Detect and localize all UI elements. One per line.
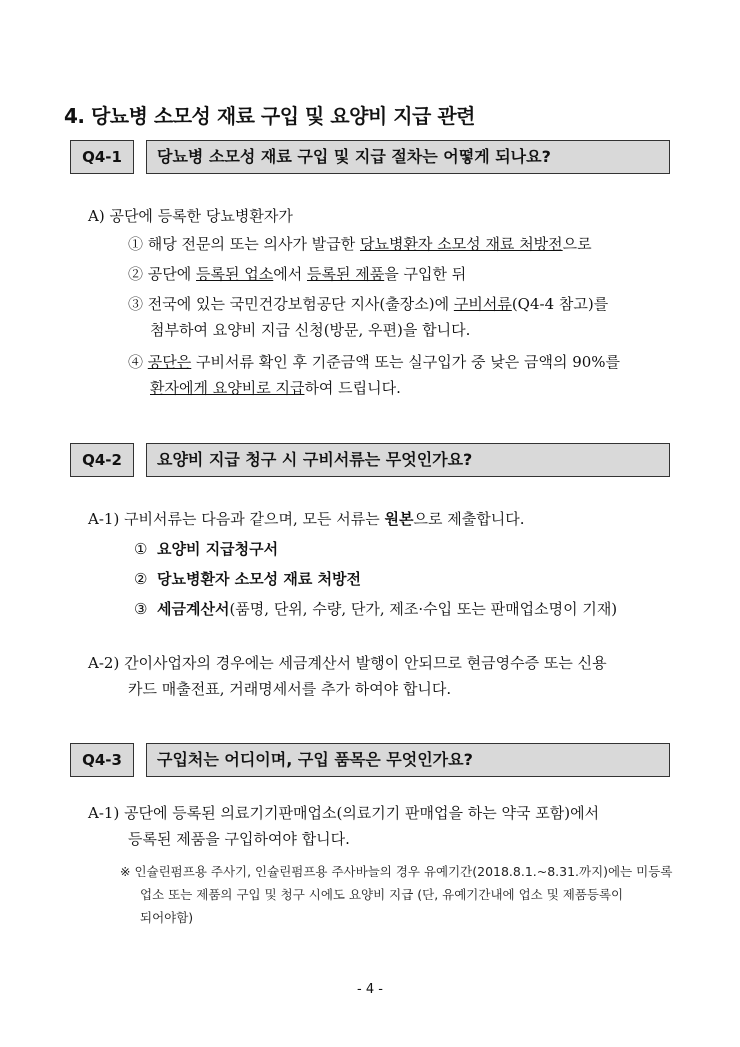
step-1 (128, 233, 592, 255)
document-number: ③ (134, 600, 148, 618)
underlined-text: 등록된 업소 (196, 265, 274, 283)
answer-q3-line2: 등록된 제품을 구입하여야 합니다. (128, 830, 350, 848)
document-3 (134, 598, 617, 620)
document-label: 당뇨병환자 소모성 재료 처방전 (157, 570, 362, 588)
document-label: 세금계산서 (157, 600, 230, 618)
underlined-text: 공단은 (147, 353, 192, 371)
page-title: 4. 당뇨병 소모성 재료 구입 및 요양비 지급 관련 (64, 104, 475, 128)
answer-a2-line2: 카드 매출전표, 거래명세서를 추가 하여야 합니다. (128, 680, 452, 698)
step-4-continued (150, 377, 401, 399)
answer-text: A-1) 구비서류는 다음과 같으며, 모든 서류는 (88, 510, 385, 528)
step-text: 을 구입한 뒤 (384, 265, 467, 283)
document-1 (134, 538, 278, 560)
footnote-line2: 업소 또는 제품의 구입 및 청구 시에도 요양비 지급 (단, 유예기간내에 업소 및 제품등록이 (140, 887, 624, 902)
document-detail: (품명, 단위, 수량, 단가, 제조·수입 또는 판매업소명이 기재) (229, 600, 618, 618)
step-text: ② 공단에 (128, 265, 197, 283)
footnote-line1: ※ 인슐린펌프용 주사기, 인슐린펌프용 주사바늘의 경우 유예기간(2018.8.1.~8.31.까지)에는 미등록 (120, 864, 673, 879)
document-number: ② (134, 570, 148, 588)
question-text: 요양비 지급 청구 시 구비서류는 무엇인가요? (146, 443, 670, 477)
step-text: ① 해당 전문의 또는 의사가 발급한 (128, 235, 360, 253)
document-2 (134, 568, 361, 590)
question-number: Q4-2 (70, 443, 134, 477)
step-text: 하여 드립니다. (304, 379, 401, 397)
underlined-text: 당뇨병환자 소모성 재료 처방전 (359, 235, 563, 253)
underlined-text: 등록된 제품 (306, 265, 385, 283)
step-text: 에서 (273, 265, 307, 283)
question-text: 당뇨병 소모성 재료 구입 및 지급 절차는 어떻게 되나요? (146, 140, 670, 174)
document-label: 요양비 지급청구서 (157, 540, 279, 558)
step-3-continued: 첨부하여 요양비 지급 신청(방문, 우편)을 합니다. (150, 321, 471, 339)
footnote-line3: 되어야함) (140, 910, 194, 925)
answer-q3-line1: A-1) 공단에 등록된 의료기기판매업소(의료기기 판매업을 하는 약국 포함)에서 (88, 804, 600, 822)
step-3 (128, 293, 608, 315)
step-text: ④ (128, 353, 148, 371)
underlined-text: 환자에게 요양비로 지급 (150, 379, 305, 397)
document-number: ① (134, 540, 148, 558)
step-text: 구비서류 확인 후 기준금액 또는 실구입가 중 낮은 금액의 90%를 (191, 353, 621, 371)
step-2 (128, 263, 466, 285)
step-text: 으로 (562, 235, 592, 253)
question-text: 구입처는 어디이며, 구입 품목은 무엇인가요? (146, 743, 670, 777)
step-text: ③ 전국에 있는 국민건강보험공단 지사(출장소)에 (128, 295, 454, 313)
question-number: Q4-3 (70, 743, 134, 777)
bold-text: 원본 (384, 510, 414, 528)
page-number: - 4 - (357, 982, 383, 997)
underlined-text: 구비서류 (453, 295, 512, 313)
step-text: (Q4-4 참고)를 (511, 295, 609, 313)
answer-a2-line1: A-2) 간이사업자의 경우에는 세금계산서 발행이 안되므로 현금영수증 또는 신용 (88, 654, 607, 672)
answer-intro: A) 공단에 등록한 당뇨병환자가 (88, 207, 293, 225)
answer-text: 으로 제출합니다. (413, 510, 525, 528)
question-number: Q4-1 (70, 140, 134, 174)
answer-a1 (88, 508, 524, 530)
step-4 (128, 351, 620, 373)
